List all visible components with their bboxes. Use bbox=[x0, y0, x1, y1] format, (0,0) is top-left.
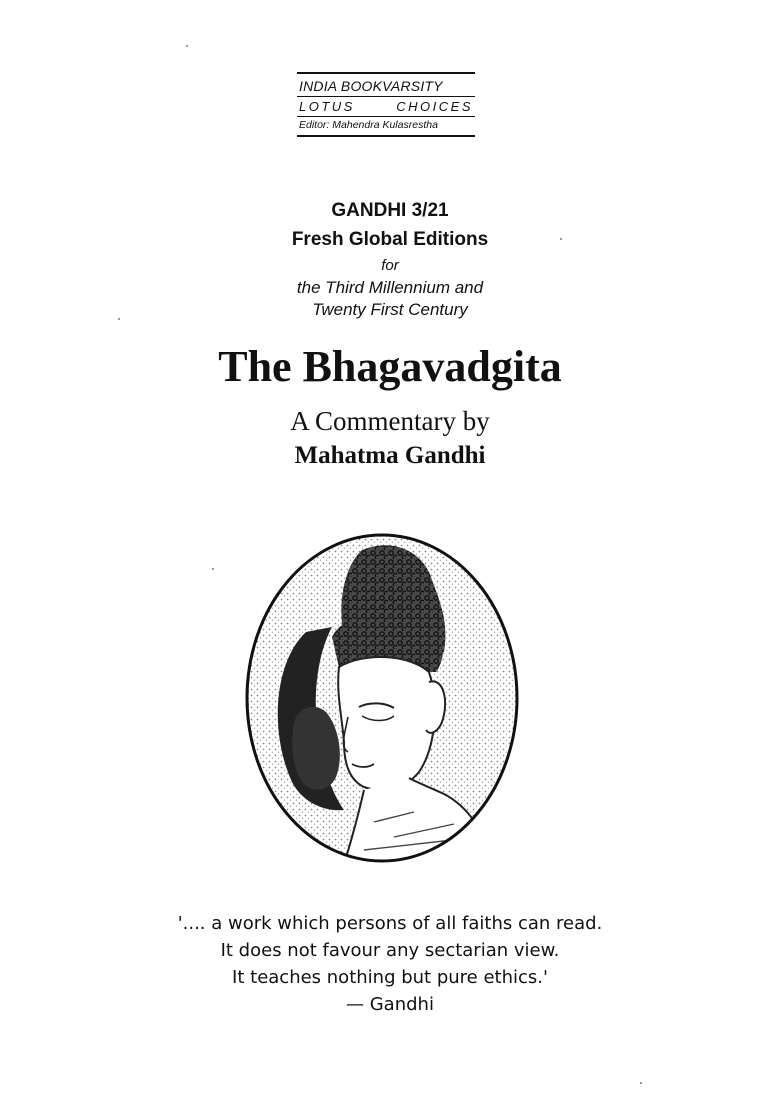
editor-credit: Editor: Mahendra Kulasrestha bbox=[299, 119, 438, 131]
series-line-1: the Third Millennium and bbox=[296, 278, 484, 297]
series-code: GANDHI 3/21 bbox=[331, 200, 449, 221]
quote-line-1: '.... a work which persons of all faiths can read. bbox=[177, 913, 603, 934]
series-imprint-right: CHOICES bbox=[396, 99, 473, 114]
publisher-bottom-rule bbox=[297, 135, 475, 137]
scan-speck bbox=[186, 45, 188, 47]
scan-speck bbox=[118, 318, 120, 320]
book-title: The Bhagavadgita bbox=[218, 342, 562, 391]
series-for: for bbox=[381, 257, 399, 274]
quote-attribution: — Gandhi bbox=[346, 994, 434, 1015]
quote-line-3: It teaches nothing but pure ethics.' bbox=[232, 967, 548, 988]
publisher-block bbox=[297, 72, 475, 137]
book-subtitle: A Commentary by bbox=[290, 406, 490, 436]
buddha-portrait-icon bbox=[244, 532, 520, 864]
series-title: Fresh Global Editions bbox=[291, 229, 489, 250]
scan-speck bbox=[560, 238, 562, 240]
series-imprint bbox=[297, 97, 475, 116]
scan-speck bbox=[640, 1082, 642, 1084]
series-imprint-left: LOTUS bbox=[299, 99, 355, 114]
series-line-2: Twenty First Century bbox=[312, 300, 468, 319]
publisher-name: INDIA BOOKVARSITY bbox=[299, 78, 443, 94]
scan-speck bbox=[212, 568, 214, 570]
book-author: Mahatma Gandhi bbox=[294, 442, 486, 469]
quote-line-2: It does not favour any sectarian view. bbox=[220, 940, 560, 961]
